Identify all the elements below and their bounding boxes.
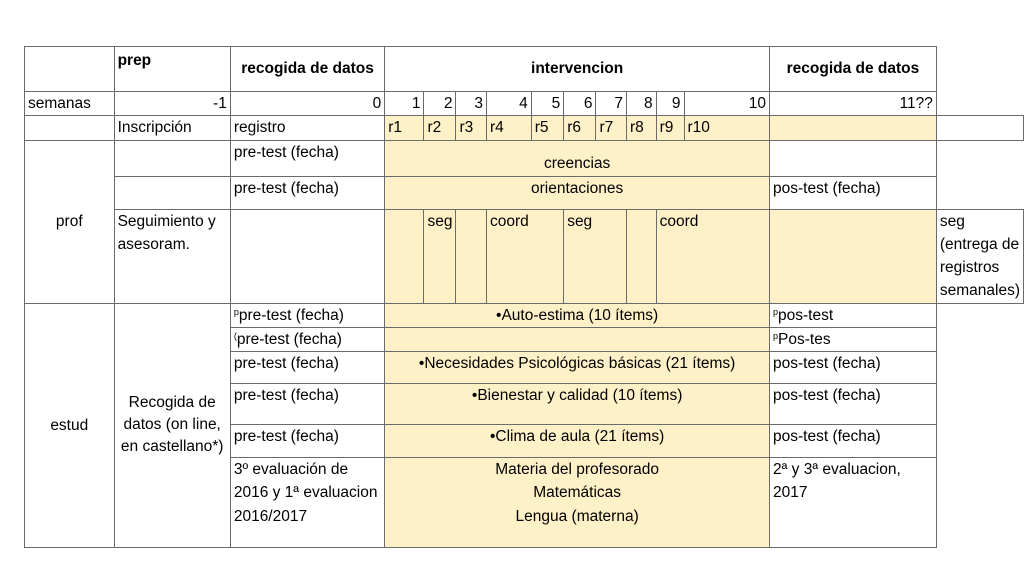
creencias-cell: creencias xyxy=(385,140,770,176)
empty-cell xyxy=(770,140,937,176)
estud-post: pos-test (fecha) xyxy=(770,384,937,425)
planning-table xyxy=(24,46,1024,548)
registro-week: r7 xyxy=(596,116,627,140)
estud-pre xyxy=(230,303,384,327)
estud-pre: pre-test (fecha) xyxy=(230,425,384,458)
estud-pre: pre-test (fecha) xyxy=(230,384,384,425)
pre-mark: p xyxy=(233,306,239,317)
semana-cell: 10 xyxy=(684,92,770,116)
semanas-row xyxy=(25,92,1024,116)
inscripcion-label: Inscripción xyxy=(114,116,230,140)
header-empty xyxy=(25,47,115,92)
materia-pre: 3º evaluación de 2016 y 1ª evaluacion 2016/2017 xyxy=(230,458,384,548)
post-mark: p xyxy=(773,306,779,317)
pre-mark: ( xyxy=(233,330,237,341)
inscripcion-row xyxy=(25,116,1024,140)
header-intervencion: intervencion xyxy=(385,47,770,92)
empty-cell xyxy=(114,140,230,176)
semana-cell: 5 xyxy=(531,92,563,116)
registro-week: r9 xyxy=(656,116,684,140)
post-mark: p xyxy=(773,330,779,341)
estud-instrument: •Clima de aula (21 ítems) xyxy=(385,425,770,458)
seguimiento-seg-2: seg xyxy=(564,209,627,303)
registro-cell: registro xyxy=(230,116,384,140)
header-recogida-pre: recogida de datos xyxy=(230,47,384,92)
prof-label: prof xyxy=(25,140,115,303)
semana-cell: 8 xyxy=(626,92,656,116)
header-recogida-post: recogida de datos xyxy=(770,47,937,92)
materia-cell xyxy=(385,458,770,548)
estud-post: pos-test (fecha) xyxy=(770,352,937,384)
materia-post: 2ª y 3ª evaluacion, 2017 xyxy=(770,458,937,548)
seguimiento-coord-1: coord xyxy=(486,209,563,303)
creencias-row xyxy=(25,140,1024,176)
post-text: Pos-tes xyxy=(778,330,831,348)
materia-line-2: Matemáticas xyxy=(533,484,622,502)
estud-instrument: •Bienestar y calidad (10 ítems) xyxy=(385,384,770,425)
materia-line-3: Lengua (materna) xyxy=(515,507,639,525)
semana-cell: 0 xyxy=(230,92,384,116)
seguimiento-week xyxy=(626,209,656,303)
estud-post xyxy=(770,327,937,351)
semana-cell: 9 xyxy=(656,92,684,116)
registro-week: r4 xyxy=(486,116,531,140)
estud-instrument: •Necesidades Psicológicas básicas (21 ítems) xyxy=(385,352,770,384)
registro-week: r2 xyxy=(424,116,456,140)
orientaciones-cell: orientaciones xyxy=(385,176,770,209)
semana-cell: 3 xyxy=(456,92,487,116)
seguimiento-seg-1: seg xyxy=(424,209,456,303)
seguimiento-week xyxy=(385,209,424,303)
header-row xyxy=(25,47,1024,92)
registro-week: r5 xyxy=(531,116,563,140)
semana-cell: 2 xyxy=(424,92,456,116)
post-text: pos-test xyxy=(778,306,834,324)
registro-week: r1 xyxy=(385,116,424,140)
materia-line-1: Materia del profesorado xyxy=(495,461,659,478)
semana-cell: 11?? xyxy=(770,92,937,116)
orientaciones-pre: pre-test (fecha) xyxy=(230,176,384,209)
empty-cell xyxy=(936,116,1023,140)
registro-week-empty xyxy=(770,116,937,140)
semana-cell: -1 xyxy=(114,92,230,116)
seguimiento-label: Seguimiento y asesoram. xyxy=(114,209,230,303)
pre-text: pre-test (fecha) xyxy=(236,330,342,348)
header-prep: prep xyxy=(114,47,230,92)
creencias-pre: pre-test (fecha) xyxy=(230,140,384,176)
semana-cell: 7 xyxy=(596,92,627,116)
seguimiento-week xyxy=(456,209,487,303)
semana-cell: 6 xyxy=(564,92,596,116)
estud-post xyxy=(770,303,937,327)
semana-cell: 1 xyxy=(385,92,424,116)
semana-cell: 4 xyxy=(486,92,531,116)
estud-row xyxy=(25,303,1024,327)
estud-instrument: •Auto-estima (10 ítems) xyxy=(385,303,770,327)
recogida-online-label: Recogida de datos (on line, en castellano*) xyxy=(114,303,230,548)
empty-cell xyxy=(114,176,230,209)
orientaciones-post: pos-test (fecha) xyxy=(770,176,937,209)
semanas-label: semanas xyxy=(25,92,115,116)
orientaciones-row xyxy=(25,176,1024,209)
empty-cell xyxy=(25,116,115,140)
registro-week: r10 xyxy=(684,116,770,140)
seguimiento-coord-2: coord xyxy=(656,209,769,303)
seguimiento-row xyxy=(25,209,1024,303)
estud-post: pos-test (fecha) xyxy=(770,425,937,458)
estud-label: estud xyxy=(25,303,115,548)
seguimiento-week xyxy=(770,209,937,303)
estud-instrument xyxy=(385,327,770,351)
estud-pre xyxy=(230,327,384,351)
registro-week: r8 xyxy=(626,116,656,140)
registro-week: r3 xyxy=(456,116,487,140)
seguimiento-post: seg (entrega de registros semanales) xyxy=(936,209,1023,303)
registro-week: r6 xyxy=(564,116,596,140)
pre-text: pre-test (fecha) xyxy=(238,306,344,324)
empty-cell xyxy=(230,209,384,303)
estud-pre: pre-test (fecha) xyxy=(230,352,384,384)
